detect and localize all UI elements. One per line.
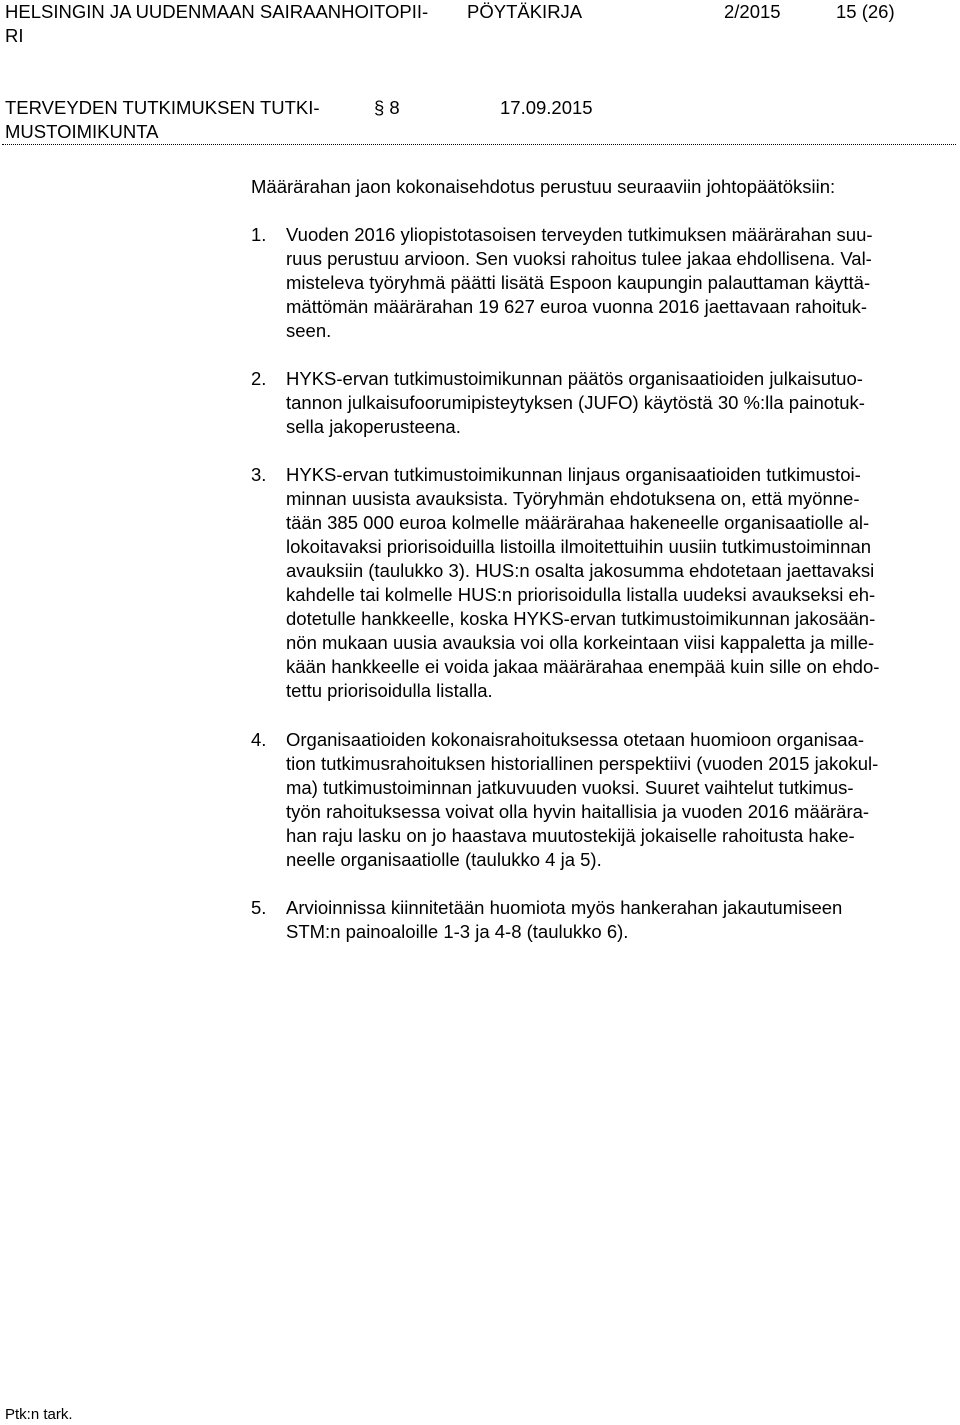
list-item-number: 5. xyxy=(251,897,267,918)
list-item-line: tään 385 000 euroa kolmelle määrärahaa hakeneelle organisaatiolle al- xyxy=(286,512,870,533)
organization-name-line1: HELSINGIN JA UUDENMAAN SAIRAANHOITOPII- xyxy=(5,1,429,22)
list-item-line: minnan uusista avauksista. Työryhmän ehdotuksena on, että myönne- xyxy=(286,488,860,509)
committee-name-line1: TERVEYDEN TUTKIMUKSEN TUTKI- xyxy=(5,97,320,118)
list-item-line: mättömän määrärahan 19 627 euroa vuonna 2016 jaettavaan rahoituk- xyxy=(286,296,868,317)
list-item-line: Vuoden 2016 yliopistotasoisen terveyden tutkimuksen määrärahan suu- xyxy=(286,224,873,245)
meeting-date: 17.09.2015 xyxy=(500,97,593,118)
list-item-line: HYKS-ervan tutkimustoimikunnan päätös organisaatioiden julkaisutuo- xyxy=(286,368,863,389)
list-item-line: lokoitavaksi priorisoiduilla listoilla ilmoitettuihin uusiin tutkimustoiminnan xyxy=(286,536,872,557)
list-item-line: Organisaatioiden kokonaisrahoituksessa otetaan huomioon organisaa- xyxy=(286,729,864,750)
section-number: § 8 xyxy=(374,97,400,118)
list-item-line: ruus perustuu arvioon. Sen vuoksi rahoitus tulee jakaa ehdollisena. Val- xyxy=(286,248,872,269)
list-item-number: 1. xyxy=(251,224,267,245)
list-item-line: kään hankkeelle ei voida jakaa määrärahaa enempää kuin sille on ehdo- xyxy=(286,656,880,677)
committee-name xyxy=(5,96,320,144)
list-item-line: tannon julkaisufoorumipisteytyksen (JUFO) käytöstä 30 %:lla painotuk- xyxy=(286,392,865,413)
list-item-line: ma) tutkimustoiminnan jatkuvuuden vuoksi. Suuret vaihtelut tutkimus- xyxy=(286,777,854,798)
committee-name-line2: MUSTOIMIKUNTA xyxy=(5,121,159,142)
list-item-line: misteleva työryhmä päätti lisätä Espoon kaupungin palauttaman käyttä- xyxy=(286,272,871,293)
list-item-line: tettu priorisoidulla listalla. xyxy=(286,680,493,701)
list-item-line: nön mukaan uusia avauksia voi olla korkeintaan viisi kappaletta ja mille- xyxy=(286,632,875,653)
list-item-line: dotetulle hankkeelle, koska HYKS-ervan tutkimustoimikunnan jakosään- xyxy=(286,608,876,629)
list-item-line: kahdelle tai kolmelle HUS:n priorisoidulla listalla uudeksi avaukseksi eh- xyxy=(286,584,876,605)
list-item-line: neelle organisaatiolle (taulukko 4 ja 5). xyxy=(286,849,602,870)
list-item-number: 2. xyxy=(251,368,267,389)
list-item-number: 3. xyxy=(251,464,267,485)
intro-paragraph: Määrärahan jaon kokonaisehdotus perustuu seuraaviin johtopäätöksiin: xyxy=(251,176,836,197)
list-item-line: tion tutkimusrahoituksen historiallinen perspektiivi (vuoden 2015 jakokul- xyxy=(286,753,879,774)
document-number: 2/2015 xyxy=(724,1,781,22)
minutes-check-label: Ptk:n tark. xyxy=(5,1406,73,1423)
list-item-line: HYKS-ervan tutkimustoimikunnan linjaus organisaatioiden tutkimustoi- xyxy=(286,464,861,485)
list-item-number: 4. xyxy=(251,729,267,750)
page-number: 15 (26) xyxy=(836,1,895,22)
organization-name-line2: RI xyxy=(5,25,24,46)
document-type: PÖYTÄKIRJA xyxy=(467,1,583,22)
list-item-line: avauksiin (taulukko 3). HUS:n osalta jakosumma ehdotetaan jaettavaksi xyxy=(286,560,875,581)
list-item-line: Arvioinnissa kiinnitetään huomiota myös hankerahan jakautumiseen xyxy=(286,897,843,918)
list-item-line: han raju lasku on jo haastava muutostekijä jokaiselle rahoitusta hake- xyxy=(286,825,855,846)
list-item-line: STM:n painoaloille 1-3 ja 4-8 (taulukko 6). xyxy=(286,921,629,942)
list-item-line: työn rahoituksessa voivat olla hyvin haitallisia ja vuoden 2016 määrära- xyxy=(286,801,870,822)
list-item-line: seen. xyxy=(286,320,332,341)
organization-name xyxy=(5,0,428,48)
list-item-line: sella jakoperusteena. xyxy=(286,416,461,437)
header-divider xyxy=(2,144,956,145)
